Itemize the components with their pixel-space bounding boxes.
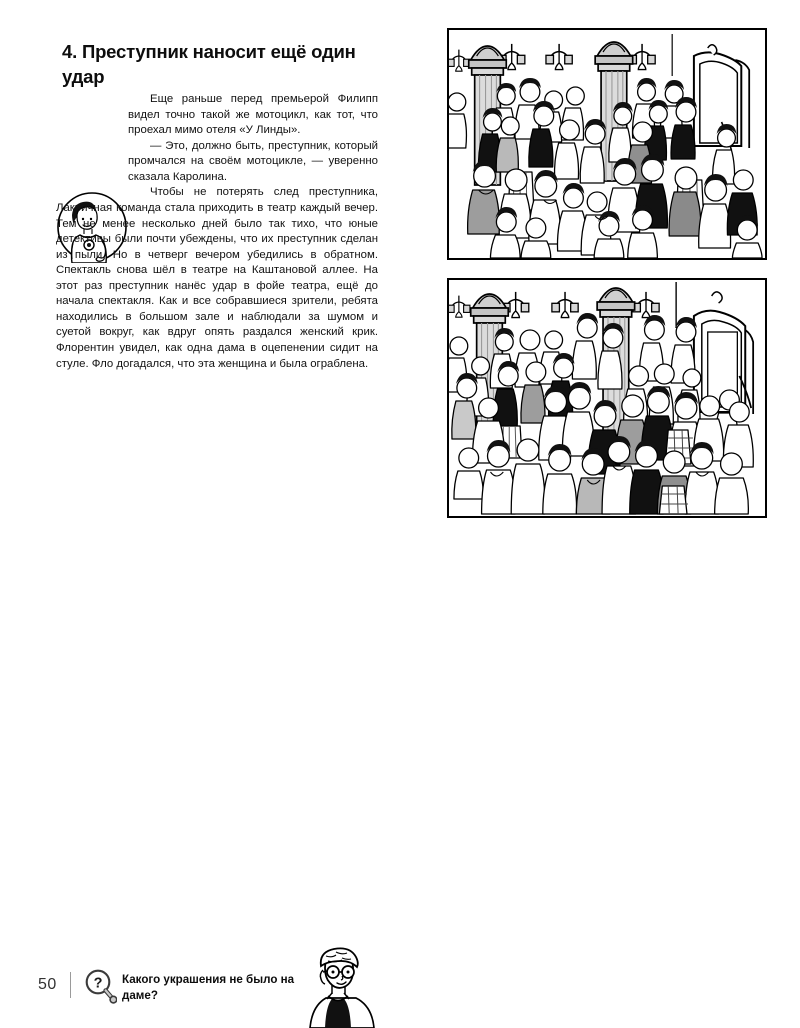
footer-divider	[70, 972, 71, 998]
story-paragraph: — Это, должно быть, преступник, который промчался на своём мотоцикле, — уверенно сказала Каролина.	[128, 139, 378, 183]
magnifier-question-icon	[83, 969, 117, 1005]
theatre-foyer-crowd-bottom	[447, 278, 767, 518]
story-paragraph: Чтобы не потерять след преступника, Лакричная команда стала приходить в театр каждый вечер. Тем не менее несколько дней было так тихо, что юные детективы были почти убеждены, что их преступник сделан из пыли. Но в четверг вечером убедились в обратном. Спектакль снова шёл в театре на Каштановой аллее. На этот раз преступник нанёс удар в фойе театра, ещё до начала спектакля. Как и все собравшиеся зрители, ребята находились в большом зале и наблюдали за шумом и суетой вокруг, как вдруг опять раздался женский крик. Флорентин увидел, как одна дама в оцепенении сидит на стуле. Фло догадался, что эта женщина и была ограблена.	[56, 186, 378, 370]
detective-portrait-icon	[292, 946, 384, 1028]
page-title: 4. Преступник наносит ещё один удар	[62, 41, 356, 87]
story-body	[56, 92, 378, 372]
footer-question: Какого украшения не было на даме?	[122, 973, 295, 1003]
svg-text:?: ?	[93, 975, 103, 992]
page-number: 50	[38, 976, 57, 993]
page-footer	[0, 480, 400, 1003]
right-page	[400, 0, 800, 564]
left-page	[0, 0, 400, 1003]
story-paragraph: Еще раньше перед премьерой Филипп видел точно такой же мотоцикл, как тот, что проехал мимо отеля «У Линды».	[128, 93, 378, 137]
theatre-foyer-crowd-top	[447, 28, 767, 260]
